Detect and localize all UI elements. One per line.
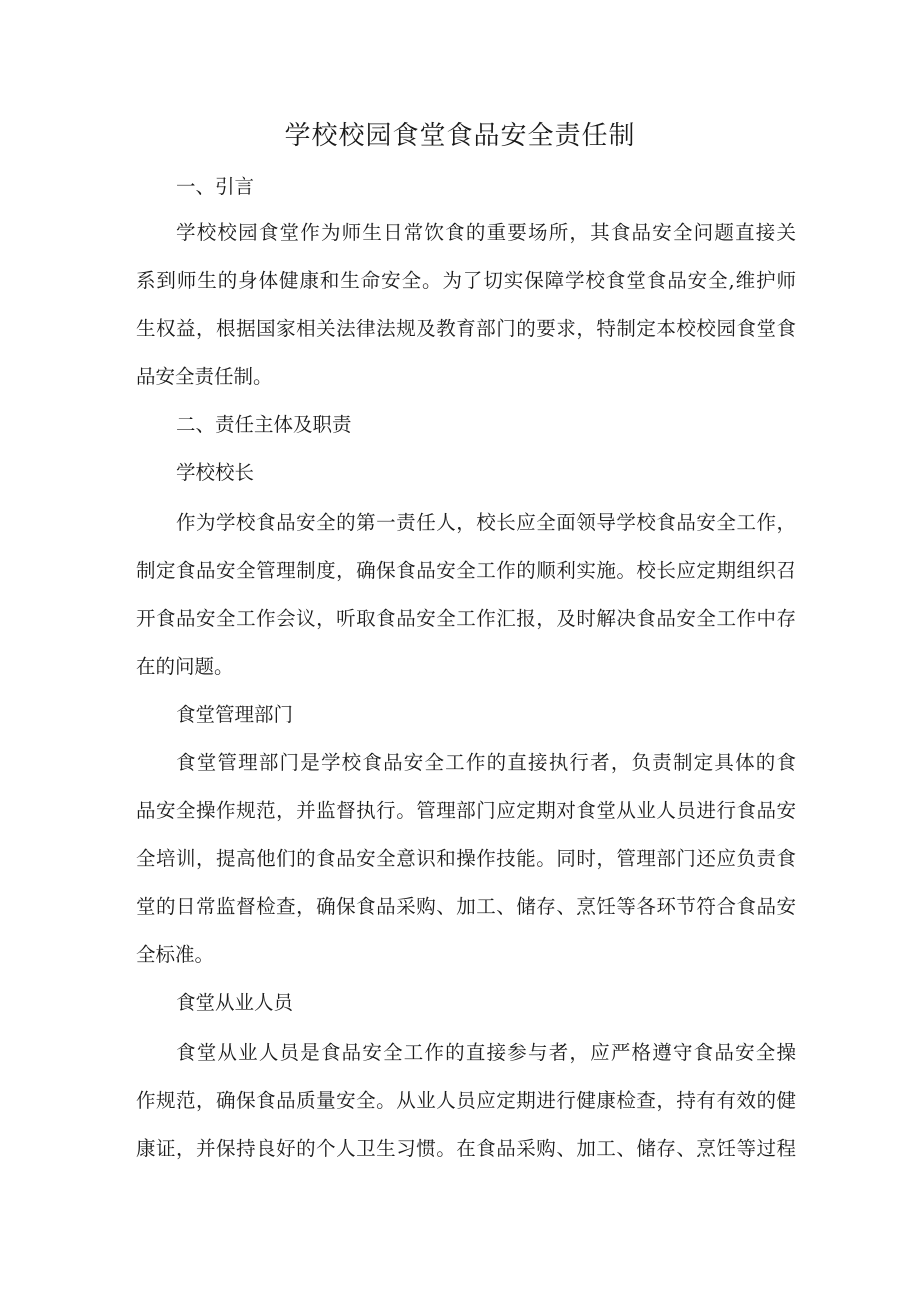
subheading-principal: 学校校长 [176, 461, 255, 484]
principal-paragraph-line: 作为学校食品安全的第一责任人，校长应全面领导学校食品安全工作， [176, 511, 796, 534]
intro-paragraph-line: 学校校园食堂作为师生日常饮食的重要场所，其食品安全问题直接关 [176, 221, 796, 244]
subheading-staff: 食堂从业人员 [176, 991, 294, 1014]
intro-paragraph-line: 品安全责任制。 [136, 365, 273, 388]
principal-paragraph-line: 开食品安全工作会议，听取食品安全工作汇报，及时解决食品安全工作中存 [136, 607, 796, 630]
section-heading-intro: 一、引言 [176, 175, 255, 198]
intro-paragraph-line: 系到师生的身体健康和生命安全。为了切实保障学校食堂食品安全,维护师 [136, 269, 796, 292]
principal-paragraph-line: 在的问题。 [136, 655, 234, 678]
principal-paragraph-line: 制定食品安全管理制度，确保食品安全工作的顺利实施。校长应定期组织召 [136, 559, 796, 582]
staff-paragraph-line: 康证，并保持良好的个人卫生习惯。在食品采购、加工、储存、烹饪等过程 [136, 1137, 796, 1160]
dept-paragraph-line: 食堂管理部门是学校食品安全工作的直接执行者，负责制定具体的食 [176, 751, 796, 774]
dept-paragraph-line: 全培训，提高他们的食品安全意识和操作技能。同时，管理部门还应负责食 [136, 847, 796, 870]
subheading-dept: 食堂管理部门 [176, 703, 294, 726]
document-title: 学校校园食堂食品安全责任制 [284, 121, 636, 151]
dept-paragraph-line: 品安全操作规范，并监督执行。管理部门应定期对食堂从业人员进行食品安 [136, 799, 796, 822]
staff-paragraph-line: 食堂从业人员是食品安全工作的直接参与者，应严格遵守食品安全操 [176, 1041, 796, 1064]
section-heading-duty: 二、责任主体及职责 [176, 413, 352, 436]
staff-paragraph-line: 作规范，确保食品质量安全。从业人员应定期进行健康检查，持有有效的健 [136, 1089, 796, 1112]
dept-paragraph-line: 堂的日常监督检查，确保食品采购、加工、储存、烹饪等各环节符合食品安 [136, 895, 796, 918]
dept-paragraph-line: 全标准。 [136, 943, 215, 966]
intro-paragraph-line: 生权益，根据国家相关法律法规及教育部门的要求，特制定本校校园食堂食 [136, 317, 796, 340]
